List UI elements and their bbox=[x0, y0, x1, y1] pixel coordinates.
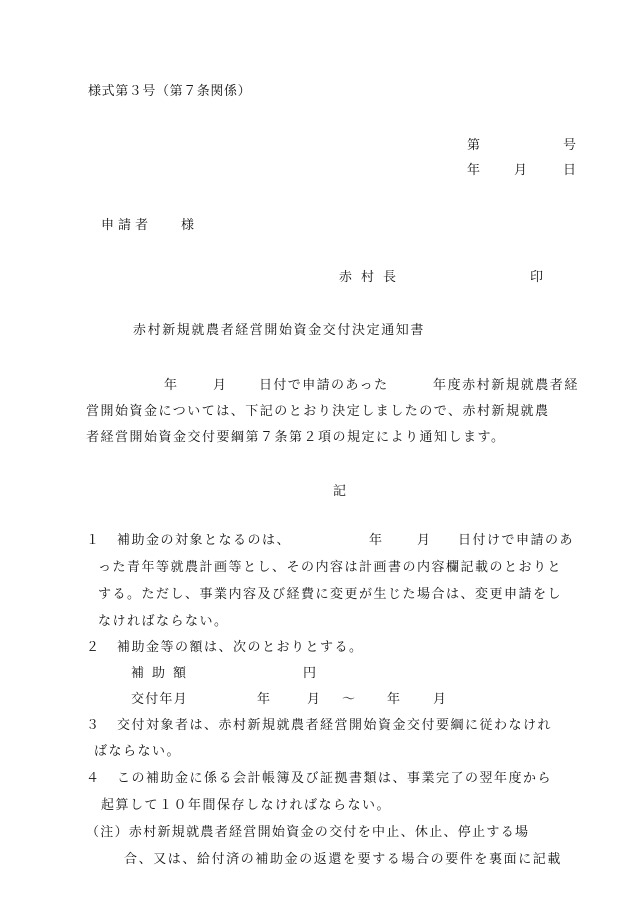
item-4-line-1: この補助金に係る会計帳簿及び証拠書類は、事業完了の翌年度から bbox=[117, 771, 553, 786]
period-end-year: 年 bbox=[387, 692, 401, 707]
period-end-month: 月 bbox=[433, 692, 447, 707]
subsidy-amount-label: 補助額 bbox=[131, 666, 195, 681]
item-2-number: ２ bbox=[86, 640, 100, 655]
item-1-month: 月 bbox=[417, 533, 431, 548]
intro-line-2: 営開始資金については、下記のとおり決定しましたので、赤村新規就農 bbox=[86, 404, 550, 419]
document-title: 赤村新規就農者経営開始資金交付決定通知書 bbox=[133, 323, 426, 338]
intro-text-b: 年度赤村新規就農者経 bbox=[433, 378, 580, 393]
note-line-2: 合、又は、給付済の補助金の返還を要する場合の要件を裏面に記載 bbox=[124, 852, 563, 867]
issuer-seal: 印 bbox=[530, 270, 544, 285]
item-1-number: １ bbox=[86, 533, 100, 548]
item-2-text: 補助金等の額は、次のとおりとする。 bbox=[117, 640, 364, 655]
period-start-year: 年 bbox=[257, 692, 271, 707]
subsidy-amount-unit: 円 bbox=[303, 666, 317, 681]
item-3-line-1: 交付対象者は、赤村新規就農者経営開始資金交付要綱に従わなけれ bbox=[117, 718, 553, 733]
item-3-line-2: ばならない。 bbox=[94, 744, 182, 759]
form-label: 様式第３号（第７条関係） bbox=[88, 84, 252, 99]
doc-number-go: 号 bbox=[563, 138, 577, 153]
applicant-honorific: 様 bbox=[181, 218, 195, 233]
period-tilde: ～ bbox=[342, 692, 356, 707]
intro-text-a: 日付で申請のあった bbox=[259, 378, 389, 393]
item-1-line-4: なければならない。 bbox=[98, 614, 229, 629]
issuer-name: 赤村長 bbox=[339, 270, 406, 285]
item-1-line-2: った青年等就農計画等とし、その内容は計画書の内容欄記載のとおりと bbox=[98, 560, 563, 575]
item-4-number: ４ bbox=[86, 771, 100, 786]
intro-line-3: 者経営開始資金交付要綱第７条第２項の規定により通知します。 bbox=[86, 430, 506, 445]
grant-period-label: 交付年月 bbox=[131, 692, 188, 707]
item-1-text-a: 補助金の対象となるのは、 bbox=[117, 533, 292, 548]
period-start-month: 月 bbox=[307, 692, 321, 707]
doc-date-month: 月 bbox=[514, 163, 528, 178]
doc-number-dai: 第 bbox=[467, 138, 481, 153]
intro-year: 年 bbox=[164, 378, 178, 393]
doc-date-day: 日 bbox=[563, 163, 577, 178]
ki-heading: 記 bbox=[333, 484, 347, 499]
applicant-label: 申請者 bbox=[101, 218, 153, 233]
note-line-1: （注）赤村新規就農者経営開始資金の交付を中止、休止、停止する場 bbox=[86, 825, 530, 840]
item-1-text-b: 日付けで申請のあ bbox=[458, 533, 575, 548]
item-4-line-2: 起算して１０年間保存しなければならない。 bbox=[101, 798, 392, 813]
item-3-number: ３ bbox=[86, 718, 100, 733]
doc-date-year: 年 bbox=[467, 163, 481, 178]
item-1-year: 年 bbox=[369, 533, 383, 548]
item-1-line-3: する。ただし、事業内容及び経費に変更が生じた場合は、変更申請をし bbox=[98, 587, 563, 602]
intro-month: 月 bbox=[213, 378, 227, 393]
